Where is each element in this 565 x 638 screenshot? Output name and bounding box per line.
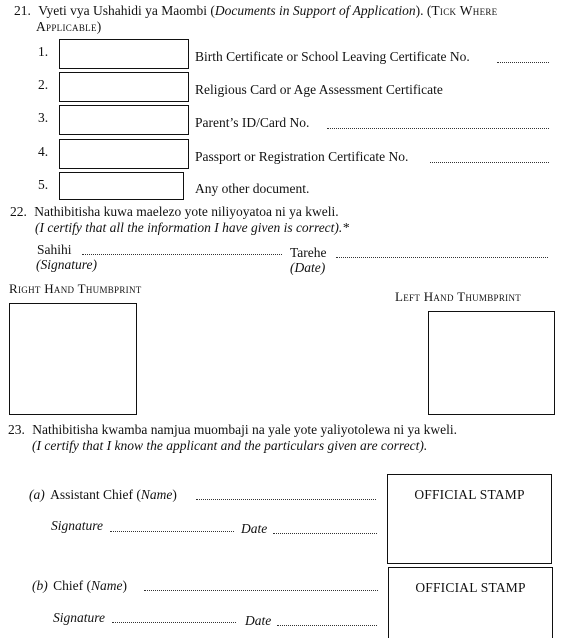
q21-heading (14, 3, 497, 19)
q22-date-label-sw: Tarehe (290, 245, 327, 260)
q21-tick-1: Tick Where (431, 3, 498, 18)
q23-text-sw: Nathibitisha kwamba namjua muombaji na yale yote yaliyotolewa ni ya kweli. (32, 422, 458, 437)
q21-item-4-fill-line[interactable] (430, 162, 549, 163)
q23a-official-stamp-box (387, 474, 552, 564)
q21-tick-2: Applicable) (36, 19, 102, 34)
q21-item-3-number: 3. (38, 110, 49, 125)
q21-text-tail: ). ( (415, 3, 432, 18)
q21-item-4-label: Passport or Registration Certificate No. (195, 149, 409, 164)
q23b-name-label: Name (91, 578, 123, 593)
q21-item-4-number: 4. (38, 144, 49, 159)
q21-item-3-checkbox[interactable] (59, 105, 189, 135)
q23a-date-label: Date (241, 521, 268, 536)
q21-item-5-number: 5. (38, 177, 49, 192)
left-thumbprint-box[interactable] (428, 311, 555, 415)
q23-heading (8, 422, 457, 438)
q21-item-2-label: Religious Card or Age Assessment Certificate (195, 82, 443, 97)
q22-heading (10, 204, 339, 220)
q23b-signature-label: Signature (53, 610, 105, 625)
q23a-signature-label: Signature (51, 518, 103, 533)
q23b-name-line[interactable] (144, 590, 378, 591)
q23a-name-line[interactable] (196, 499, 376, 500)
q21-text-sw: Vyeti vya Ushahidi ya Maombi ( (38, 3, 215, 18)
q21-item-2-checkbox[interactable] (59, 72, 189, 102)
q23-number: 23. (8, 422, 25, 437)
q22-signature-line[interactable] (82, 254, 282, 255)
q22-date-line[interactable] (336, 257, 548, 258)
left-thumbprint-label: Left Hand Thumbprint (395, 289, 522, 304)
q23b-role-close: ) (122, 578, 127, 593)
q23a-official-stamp-label: OFFICIAL STAMP (414, 487, 525, 502)
q23a-role-close: ) (172, 487, 177, 502)
q21-item-2-number: 2. (38, 77, 49, 92)
q21-item-3-label: Parent’s ID/Card No. (195, 115, 310, 130)
right-thumbprint-label: Right Hand Thumbprint (9, 281, 142, 296)
q21-item-1-number: 1. (38, 44, 49, 59)
q21-text-en: Documents in Support of Application (214, 3, 416, 18)
q21-item-1-label: Birth Certificate or School Leaving Certificate No. (195, 49, 470, 64)
q22-date-label-en: (Date) (290, 260, 326, 275)
q23b-role: Chief ( (53, 578, 91, 593)
q23b-date-label: Date (245, 613, 272, 628)
q21-number: 21. (14, 3, 31, 18)
q23a-signature-line[interactable] (110, 531, 234, 532)
q21-item-1-checkbox[interactable] (59, 39, 189, 69)
q21-item-5-checkbox[interactable] (59, 172, 184, 200)
q21-item-4-checkbox[interactable] (59, 139, 189, 169)
q23b-official-stamp-box (388, 567, 553, 638)
q22-text-en: (I certify that all the information I have given is correct).* (35, 220, 350, 235)
q23-text-en: (I certify that I know the applicant and the particulars given are correct). (32, 438, 428, 453)
q23b-letter: (b) (32, 578, 48, 593)
q23a-role: Assistant Chief ( (50, 487, 141, 502)
q22-signature-label-sw: Sahihi (37, 242, 72, 257)
right-thumbprint-box[interactable] (9, 303, 137, 415)
q22-text-sw: Nathibitisha kuwa maelezo yote niliyoyatoa ni ya kweli. (34, 204, 339, 219)
q23b-signature-line[interactable] (112, 622, 236, 623)
q23a-name-label: Name (140, 487, 173, 502)
q21-item-3-fill-line[interactable] (327, 128, 549, 129)
q23b-official-stamp-label: OFFICIAL STAMP (415, 580, 526, 595)
q22-signature-label-en: (Signature) (36, 257, 97, 272)
q22-number: 22. (10, 204, 27, 219)
q21-item-5-label: Any other document. (195, 181, 310, 196)
q23a-letter: (a) (29, 487, 45, 502)
q23a-role-label (29, 487, 177, 503)
q21-item-1-fill-line[interactable] (497, 62, 549, 63)
q23a-date-line[interactable] (273, 533, 377, 534)
q23b-role-label (32, 578, 127, 594)
q23b-date-line[interactable] (277, 625, 377, 626)
